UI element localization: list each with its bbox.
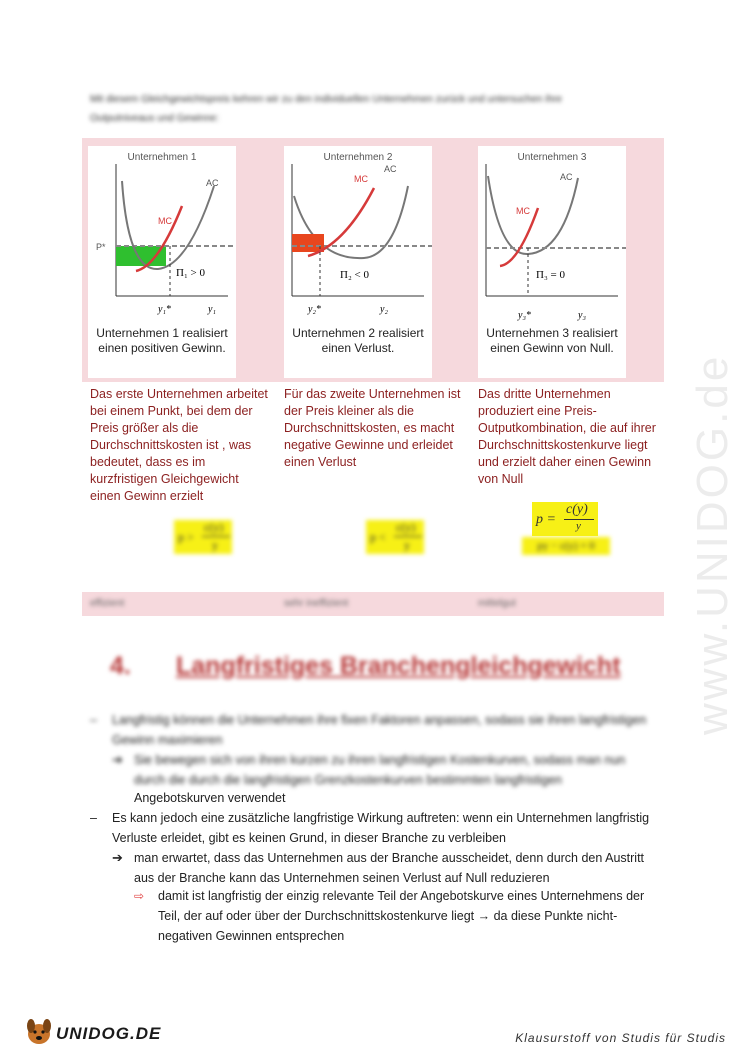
watermark-text: www.UNIDOG.de bbox=[688, 353, 737, 735]
panel-title-3: Unternehmen 3 bbox=[517, 152, 587, 163]
ac-label-1: AC bbox=[206, 178, 219, 188]
cost-curve-chart-2 bbox=[284, 146, 432, 326]
bullet-1-sub-a: Sie bewegen sich von ihren kurzen zu ihren langfristigen Kostenkurven, sodass man nun durch die durch die langfristigen Grenzkostenkurven bestimmten langfristigen bbox=[134, 753, 626, 787]
formula-3 bbox=[532, 502, 598, 536]
rating-firm-2: sehr ineffizient bbox=[284, 598, 349, 609]
description-firm-1: Das erste Unternehmen arbeitet bei einem Punkt, bei dem der Preis größer als die Durchschnittskosten ist , was bedeutet, dass es im kurzfristigen Gleichgewicht einen Gewinn erzielt bbox=[90, 387, 268, 503]
bullet-dash-2: – bbox=[90, 811, 97, 825]
rating-firm-1: effizient bbox=[90, 598, 125, 609]
y-label-3: y₃ bbox=[578, 310, 586, 321]
section-number: 4. bbox=[110, 652, 131, 680]
formula-2-den: y bbox=[404, 538, 410, 552]
mc-label-2: MC bbox=[354, 174, 368, 184]
bullet-1-sub-b: Angebotskurven verwendet bbox=[134, 791, 286, 805]
panel-caption-1: Unternehmen 1 realisiert einen positiven Gewinn. bbox=[96, 326, 228, 355]
formula-2-left: p < bbox=[370, 530, 386, 544]
mc-label-3: MC bbox=[516, 206, 530, 216]
y-label-2: y₂ bbox=[380, 304, 388, 315]
cost-curve-chart-3 bbox=[478, 146, 626, 326]
ystar-label-2: y₂* bbox=[308, 304, 321, 315]
formula-3-left: p = bbox=[536, 512, 556, 527]
formula-3-second: py − c(y) = 0 bbox=[522, 537, 610, 555]
formula-1-bar bbox=[202, 536, 230, 537]
bullet-2-sub-a: man erwartet, dass das Unternehmen aus der Branche ausscheidet, denn durch den Austritt bbox=[134, 851, 645, 865]
bullet-2-sub2-a: damit ist langfristig der einzig relevante Teil der Angebotskurve eines Unternehmens der bbox=[158, 889, 645, 903]
description-firm-2: Für das zweite Unternehmen ist der Preis kleiner als die Durchschnittskosten, es macht negative Gewinne und erleidet einen Verlust bbox=[284, 387, 461, 469]
panel-firm-1 bbox=[88, 146, 236, 378]
profit-label-2: Π₂ < 0 bbox=[340, 269, 369, 281]
description-firm-3: Das dritte Unternehmen produziert eine Preis-Outputkombination, die auf ihrer Durchschnittskostenkurve liegt und erzielt daher einen Gewinn von Null bbox=[478, 387, 656, 486]
mc-label-1: MC bbox=[158, 216, 172, 226]
formula-1-den: y bbox=[212, 538, 218, 552]
panel-caption-3: Unternehmen 3 realisiert einen Gewinn von Null. bbox=[486, 326, 618, 355]
bullet-2-line-b: Verluste erleidet, gibt es keinen Grund, in dieser Branche zu verbleiben bbox=[112, 831, 506, 845]
bullet-2-sub2-c: negativen Gewinnen entsprechen bbox=[158, 929, 345, 943]
rating-band bbox=[82, 592, 664, 616]
y-label-1: y₁ bbox=[208, 304, 216, 315]
intro-paragraph: Mit diesem Gleichgewichtspreis kehren wir zu den individuellen Unternehmen zurück und untersuchen ihre Outputniveaus und Gewinne: bbox=[90, 94, 562, 124]
bullet-2-sub2-b: Teil, der auf oder über der Durchschnittskostenkurve liegt → da diese Punkte nicht- bbox=[158, 909, 618, 923]
panel-title-2: Unternehmen 2 bbox=[323, 152, 393, 163]
bullet-1-text: Langfristig können die Unternehmen ihre fixen Faktoren anpassen, sodass sie ihren langfristigen Gewinn maximieren bbox=[112, 713, 647, 747]
profit-label-1: Π₁ > 0 bbox=[176, 267, 205, 279]
bullet-2-line-a: Es kann jedoch eine zusätzliche langfristige Wirkung auftreten: wenn ein Unternehmen langfristig bbox=[112, 811, 650, 825]
formula-2-bar bbox=[394, 536, 422, 537]
section-title: Langfristiges Branchengleichgewicht bbox=[176, 652, 621, 680]
profit-label-3: Π₃ = 0 bbox=[536, 269, 565, 281]
ac-label-3: AC bbox=[560, 172, 573, 182]
dog-logo-icon bbox=[22, 1014, 56, 1048]
ystar-label-3: y₃* bbox=[518, 310, 531, 321]
bullet-dash-1: – bbox=[90, 713, 97, 727]
ystar-label-1: y₁* bbox=[158, 304, 171, 315]
rating-firm-3: mittelgut bbox=[478, 598, 516, 609]
formula-1-num: c(y) bbox=[204, 520, 224, 534]
formula-2 bbox=[366, 520, 424, 554]
formula-1-left: p > bbox=[178, 530, 194, 544]
hollow-arrow-icon: ⇨ bbox=[134, 889, 145, 903]
footer-slogan: Klausurstoff von Studis für Studis bbox=[515, 1031, 726, 1045]
panel-caption-2: Unternehmen 2 realisiert einen Verlust. bbox=[292, 326, 424, 355]
footer-logo: UNIDOG.DE bbox=[56, 1024, 162, 1043]
panel-firm-2 bbox=[284, 146, 432, 378]
formula-3-den: y bbox=[576, 520, 581, 532]
arrow-icon-1: ➔ bbox=[112, 752, 123, 767]
section-heading bbox=[110, 652, 621, 681]
price-label-1: P* bbox=[96, 242, 106, 252]
formula-2-num: c(y) bbox=[396, 520, 416, 534]
formula-1 bbox=[174, 520, 232, 554]
cost-curve-chart-1 bbox=[88, 146, 236, 326]
panel-title-1: Unternehmen 1 bbox=[127, 152, 197, 163]
bullet-2-sub-b: aus der Branche kann das Unternehmen seinen Verlust auf Null reduzieren bbox=[134, 871, 550, 885]
arrow-icon-2: ➔ bbox=[112, 850, 123, 865]
panel-firm-3 bbox=[478, 146, 626, 378]
ac-label-2: AC bbox=[384, 164, 397, 174]
formula-3-num: c(y) bbox=[566, 502, 588, 517]
